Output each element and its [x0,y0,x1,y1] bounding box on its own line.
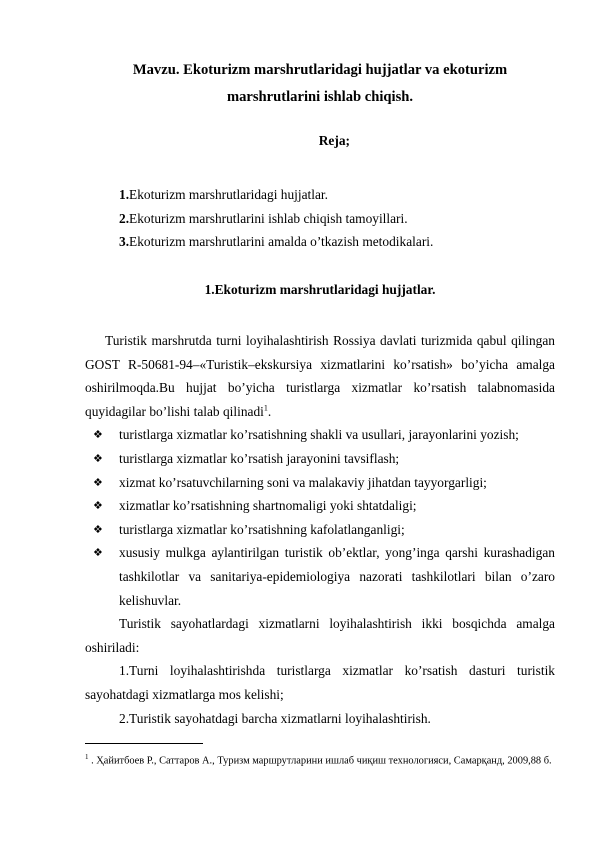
stage-one-paragraph: 1.Turni loyihalashtirishda turistlarga xizmatlar ko’rsatish dasturi turistik sayohatdagi xizmatlarga mos kelishi; [85,663,555,702]
list-item: ❖ xizmat ko’rsatuvchilarning soni va malakaviy jihatdan tayyorgarligi; [119,471,555,495]
title-line-1: Mavzu. Ekoturizm marshrutlaridagi hujjatlar va ekoturizm [132,62,508,78]
footnote-separator [85,743,203,744]
title-line-2: marshrutlarini ishlab chiqish. [226,89,414,105]
stages-paragraph: Turistik sayohatlardagi xizmatlarni loyihalashtirish ikki bosqichda amalga oshiriladi: [85,616,555,655]
diamond-bullet-icon: ❖ [93,428,103,442]
list-item: ❖ turistlarga xizmatlar ko’rsatish jarayonini tavsiflash; [119,447,555,471]
diamond-bullet-icon: ❖ [93,475,103,489]
document-body [85,329,555,730]
plan-heading: Reja; [318,133,350,148]
list-item: ❖ xususiy mulkga aylantirilgan turistik ob’ektlar, yong’inga qarshi kurashadigan tashkilotlar va sanitariya-epidemiologiya nazorati tashkilotlari bilan o’zaro kelishuvlar. [93,545,555,608]
diamond-bullet-icon: ❖ [93,522,103,536]
document-title [100,57,540,111]
footnote-reference[interactable]: 1 [263,403,268,413]
plan-list [119,183,433,254]
plan-item: 1.Ekoturizm marshrutlaridagi hujjatlar. [119,187,328,202]
list-item: ❖ turistlarga xizmatlar ko’rsatishning shakli va usullari, jarayonlarini yozish; [119,423,555,447]
diamond-bullet-icon: ❖ [93,451,103,465]
diamond-bullet-icon: ❖ [93,499,103,513]
plan-item: 2.Ekoturizm marshrutlarini ishlab chiqish tamoyillari. [119,210,408,226]
list-item: ❖ xizmatlar ko’rsatishning shartnomaligi yoki shtatdaligi; [119,494,555,518]
stage-two-paragraph: 2.Turistik sayohatdagi barcha xizmatlarni loyihalashtirish. [119,710,431,726]
intro-paragraph: Turistik marshrutda turni loyihalashtirish Rossiya davlati turizmida qabul qilingan GOST R-50681-94–«Turistik–ekskursiya xizmatlarini ko’rsatish» bo’yicha amalga oshirilmoqda.Bu hujjat bo’yicha turistlarga xizmatlar ko’rsatish talabnomasida quyidagilar bo’lishi talab qilinadi$^1$. [85,333,555,419]
list-item: ❖ turistlarga xizmatlar ko’rsatishning kafolatlanganligi; [119,518,555,542]
footnote: $^1$ . Ҳайитбоев Р., Саттаров А., Туризм маршрутларини ишлаб чиқиш технологияси, Самарқанд, 2009,88 б. [85,753,552,767]
section-heading: 1.Ekoturizm marshrutlaridagi hujjatlar. [204,282,436,297]
diamond-bullet-icon: ❖ [93,546,103,560]
plan-item: 3.Ekoturizm marshrutlarini amalda o’tkazish metodikalari. [119,234,434,249]
requirements-list [85,423,555,612]
